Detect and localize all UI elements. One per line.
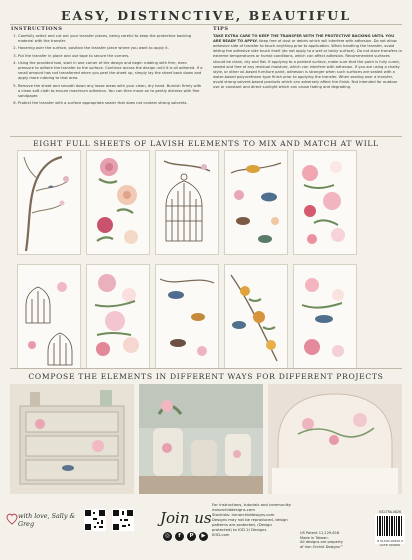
instructions-heading: INSTRUCTIONS	[11, 26, 63, 32]
instruction-step: 5. Remove the sheet and smooth down any loose areas with your clean, dry hand. Burnish firmly with a clean soft cloth to ensure maximum adhesion. You can then move on to gently distress with fine sandpaper.	[18, 84, 203, 99]
tips-lead: TAKE EXTRA CARE TO KEEP THE TRANSFER WITH THE PROTECTIVE BACKING UNTIL YOU ARE READY TO APPLY.	[213, 34, 395, 44]
info-block	[212, 502, 294, 537]
info-line: IIOD.com	[212, 532, 230, 537]
facebook-icon[interactable]: f	[175, 532, 184, 541]
tips-column	[213, 27, 402, 90]
sku-label: IOD-TRA-0826	[378, 510, 402, 514]
signature: with love, Sally & Greg	[18, 512, 76, 528]
floral-illustration	[87, 151, 149, 254]
songbirds-illustration	[156, 265, 218, 368]
tree-branch-illustration	[18, 151, 80, 254]
compose-section-title: COMPOSE THE ELEMENTS IN DIFFERENT WAYS FOR DIFFERENT PROJECTS	[28, 372, 384, 381]
roses-illustration	[87, 265, 149, 368]
transfer-sheet	[17, 150, 81, 255]
info-line: For instructions, tutorials and community:	[212, 502, 292, 507]
birdcages-illustration	[18, 265, 80, 368]
social-icons	[163, 532, 208, 541]
instruction-step: 6. Protect the transfer with a surface appropriate sealer that does not contain strong solvents.	[18, 101, 203, 106]
botanical-illustration	[294, 151, 356, 254]
transfer-sheet	[293, 264, 357, 369]
divider	[10, 136, 402, 137]
birdcage-illustration	[156, 151, 218, 254]
tips-body: Keep free of dust or debris which will interfere with adhesion. Do not allow adhesive side of transfer to touch anything prior to application. When handling the transfer, avoid letting the adhesive side touch itself (do not apply to a wet or tacky surface). Do not store transfers in extreme temperatures or humid conditions, which can affect adhesion. Recommended surfaces should be clean, dry and flat. If applying to a painted surface, make sure that the paint is fully cured, sealed and free of any residual moisture, which can interfere with adhesion. If you are using a chalky style, or other oil-based furniture paint, adhesion is stronger when such surfaces are sealed with a water-based polyurethane type finish prior to applying the transfer. When sealing over a transfer, avoid strong solvent-based products which can adversely affect the finish. Not intended for outdoor use or constant and direct sunlight which can cause fading and degrading.	[213, 39, 402, 90]
transfer-sheet	[86, 150, 150, 255]
fruit-branch-illustration	[225, 265, 287, 368]
barcode-block	[375, 510, 405, 554]
transfer-sheet	[293, 150, 357, 255]
lot-number: LOT# 000000	[379, 542, 401, 547]
flower-bird-illustration	[294, 265, 356, 368]
legal-line: of Iron Orchid Designs™	[300, 544, 344, 549]
headboard-photo	[268, 384, 402, 494]
instruction-step: 2. Hovering over the surface, position the transfer piece where you want to apply it.	[18, 46, 203, 51]
info-line: patterns are protected, (Design	[212, 522, 272, 527]
divider	[10, 24, 402, 25]
instruction-step: 4. Using the provided tool, start in one corner of the design and begin rubbing with firm, even pressure to adhere the transfer to the surface. Continue across the design until it is all adhered. If a small amount has not transferred when you peel the sheet up, simply lay the sheet back down and apply more rubbing to that area.	[18, 61, 203, 81]
dresser-photo	[10, 384, 134, 494]
divider	[10, 368, 402, 369]
transfer-sheet	[155, 264, 219, 369]
birds-illustration	[225, 151, 287, 254]
youtube-icon[interactable]: ▶	[199, 532, 208, 541]
barcode-number: 8 51500 00826 9	[377, 539, 403, 543]
transfer-sheet	[155, 150, 219, 255]
legal-line: US Patent 11,129,616	[300, 531, 340, 535]
info-line: Designs may not be reproduced, design	[212, 517, 288, 522]
vases-photo	[139, 384, 263, 494]
transfer-sheet	[17, 264, 81, 369]
qr-code-icon	[84, 509, 106, 531]
qr-code-icon	[112, 509, 134, 531]
heart-icon	[6, 512, 18, 526]
join-us-label: Join us	[160, 509, 212, 527]
transfer-sheet	[224, 150, 288, 255]
website-link[interactable]: ironorchiddesigns.com	[212, 507, 255, 512]
transfer-sheet	[86, 264, 150, 369]
instructions-column	[11, 27, 203, 108]
legal-line: All designs are property	[300, 540, 343, 545]
instagram-icon[interactable]: ◎	[163, 532, 172, 541]
instruction-step: 3. Put the transfer in place and use tape to secure the corners.	[18, 54, 203, 59]
info-line: protected) to IOD 2/ Designs	[212, 527, 267, 532]
sheets-section-title: EIGHT FULL SHEETS OF LAVISH ELEMENTS TO MIX AND MATCH AT WILL	[33, 139, 379, 148]
tips-heading: TIPS	[213, 26, 229, 32]
instruction-step: 1. Carefully select and cut out your transfer pieces, being careful to keep the protective backing material with the transfer.	[18, 34, 203, 44]
page-title: EASY, DISTINCTIVE, BEAUTIFUL	[61, 8, 351, 23]
pinterest-icon[interactable]: P	[187, 532, 196, 541]
transfer-sheet	[224, 264, 288, 369]
legal-line: Made in Taiwan.	[300, 535, 329, 540]
info-line: Stockists: ironorchiddesigns.com	[212, 512, 275, 517]
legal-block	[300, 531, 370, 549]
